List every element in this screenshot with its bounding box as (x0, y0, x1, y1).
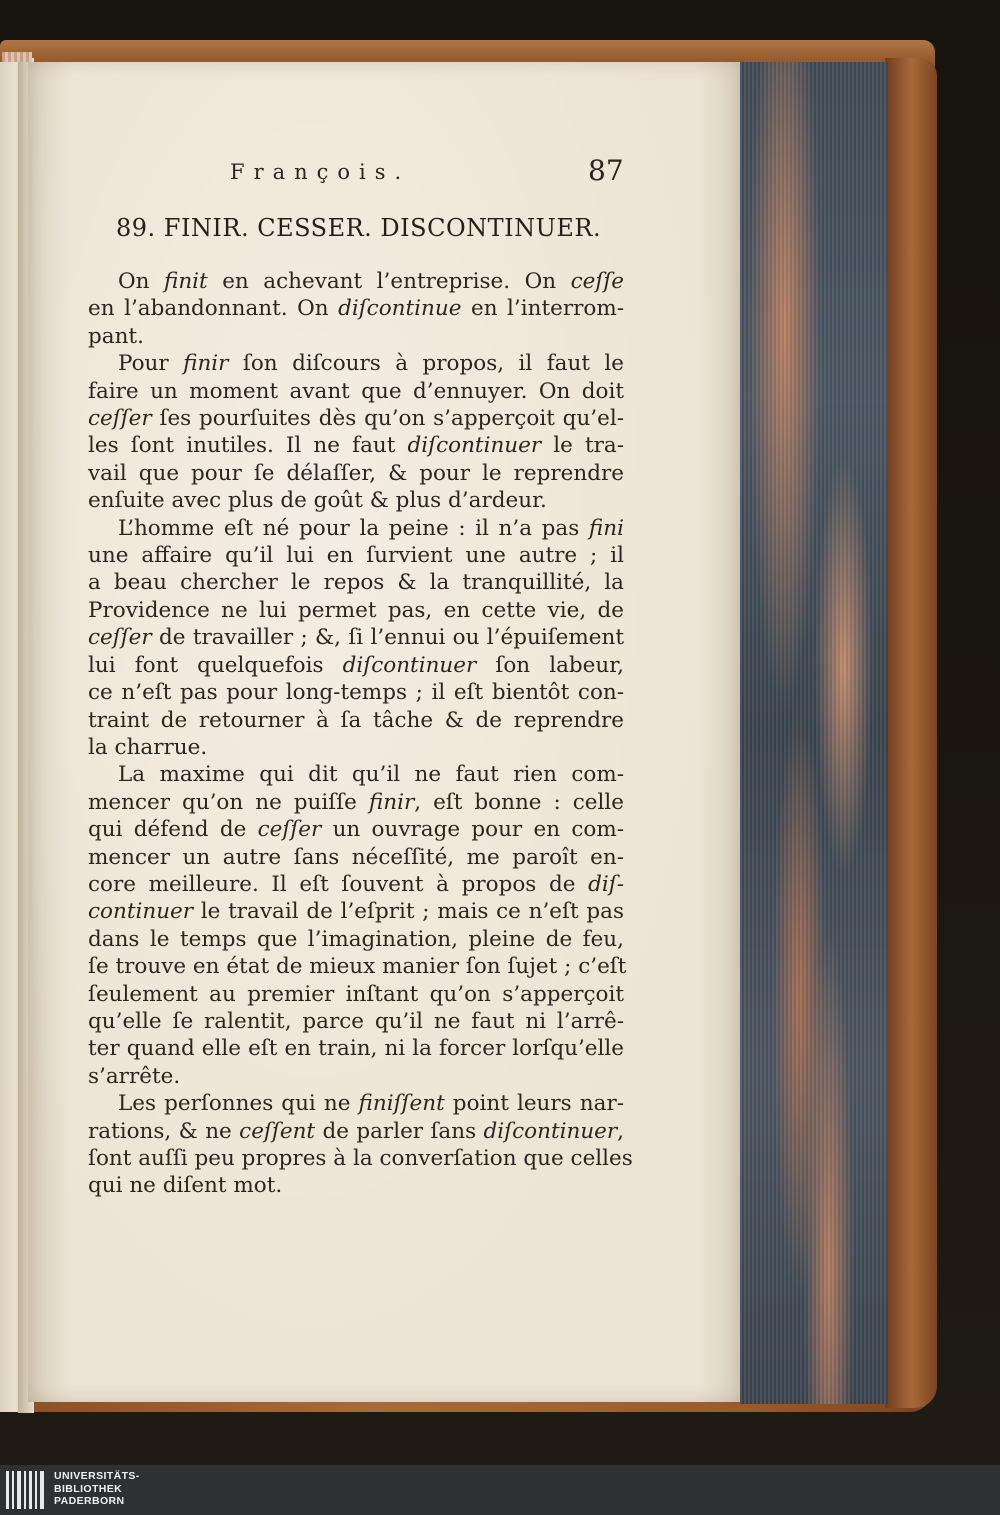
italic-term: finit (163, 269, 208, 294)
italic-term: diſcontinue (338, 296, 462, 322)
text-line: La maxime qui dit qu’il ne faut rien com- (118, 762, 624, 788)
text-line: rations, & ne ceſſent de parler ſans diſcontinuer, (88, 1118, 625, 1144)
library-name-line-1: UNIVERSITÄTS- (54, 1470, 140, 1482)
paragraph (88, 761, 627, 1090)
text-line: ce n’eſt pas pour long-temps ; il eſt bientôt con- (88, 680, 624, 706)
library-name-line-2: BIBLIOTHEK (54, 1482, 123, 1495)
italic-term: finiſſent (358, 1091, 445, 1117)
text-line: continuer le travail de l’eſprit ; mais ce n’eſt pas (88, 899, 624, 925)
italic-term: continuer (88, 899, 194, 925)
text-line: mencer qu’on ne puiſſe finir, eſt bonne : celle (88, 789, 624, 815)
italic-term: finir (368, 789, 415, 815)
text-line: une affaire qu’il lui en ſurvient une autre ; il (88, 543, 624, 569)
text-line: mencer un autre ſans néceſſité, me paroît en- (88, 844, 624, 870)
text-line: s’arrête. (88, 1063, 181, 1089)
text-line: qu’elle ſe ralentit, parce qu’il ne faut ni l’arrê- (88, 1008, 624, 1034)
text-line: core meilleure. Il eſt ſouvent à propos de diſ- (88, 871, 624, 897)
text-line: Les perſonnes qui ne finiſſent point leurs nar- (118, 1091, 625, 1117)
text-line: ſe trouve en état de mieux manier ſon ſujet ; c’eſt (88, 954, 627, 980)
text-line: ſeulement au premier inſtant qu’on s’apperçoit (88, 981, 624, 1007)
text-line: la charrue. (88, 734, 208, 760)
headband (2, 52, 32, 62)
text-line: en l’abandonnant. On diſcontinue en l’interrom- (88, 296, 624, 322)
text-line: a beau chercher le repos & la tranquillité, la (88, 570, 624, 596)
text-line: dans le temps que l’imagination, pleine de feu, (88, 926, 624, 952)
library-name-line-3: PADERBORN (54, 1495, 125, 1507)
text-line: traint de retourner à ſa tâche & de reprendre (88, 707, 624, 733)
paragraph (88, 515, 624, 762)
page-body (88, 268, 633, 1200)
italic-term: diſcontinuer (483, 1118, 618, 1144)
library-name (54, 1470, 140, 1508)
italic-term: finir (183, 351, 229, 377)
text-line: qui ne diſent mot. (88, 1173, 283, 1199)
italic-term: ceſſe (570, 269, 624, 294)
paragraph (88, 1090, 633, 1200)
paragraph (88, 268, 624, 350)
text-line: ſont auſſi peu propres à la converſation que celles (88, 1146, 633, 1171)
text-line: vail que pour ſe délaſſer, & pour le reprendre (88, 460, 624, 486)
section-title: 89. FINIR. CESSER. DISCONTINUER. (116, 214, 602, 242)
italic-term: ceſſer (88, 406, 152, 432)
text-line: faire un moment avant que d’ennuyer. On doit (88, 378, 624, 404)
library-logo-icon (6, 1471, 48, 1509)
text-line: pant. (88, 323, 144, 349)
italic-term: ceſſer (257, 817, 322, 843)
text-line: L’homme eſt né pour la peine : il n’a pas fini (118, 515, 624, 541)
italic-term: diſ- (588, 871, 624, 897)
text-line: ceſſer de travailler ; &, ſi l’ennui ou l’épuiſement (88, 625, 624, 651)
paragraph (88, 350, 624, 514)
italic-term: ceſſer (88, 625, 152, 651)
italic-term: diſcontinuer (407, 433, 542, 459)
page-number: 87 (588, 154, 624, 187)
library-footer-bar (0, 1465, 1000, 1515)
italic-term: ceſſent (239, 1118, 316, 1144)
text-line: On finit en achevant l’entreprise. On ceſſe (118, 269, 624, 294)
marbled-fore-edge (740, 62, 888, 1404)
italic-term: fini (588, 515, 624, 541)
text-line: ter quand elle eſt en train, ni la forcer lorſqu’elle (88, 1036, 624, 1062)
text-line: Pour finir ſon diſcours à propos, il faut le (118, 351, 624, 377)
italic-term: diſcontinuer (342, 652, 477, 678)
text-line: lui font quelquefois diſcontinuer ſon labeur, (88, 652, 624, 678)
text-line: enſuite avec plus de goût & plus d’ardeur. (88, 488, 547, 514)
text-line: Providence ne lui permet pas, en cette vie, de (88, 597, 624, 623)
text-line: qui défend de ceſſer un ouvrage pour en com- (88, 817, 624, 843)
text-line: ceſſer ſes pourſuites dès qu’on s’apperçoit qu’el- (88, 406, 624, 432)
text-line: les ſont inutiles. Il ne faut diſcontinuer le tra- (88, 433, 624, 459)
running-head: François. (230, 160, 411, 184)
book-board-edge (885, 58, 937, 1408)
